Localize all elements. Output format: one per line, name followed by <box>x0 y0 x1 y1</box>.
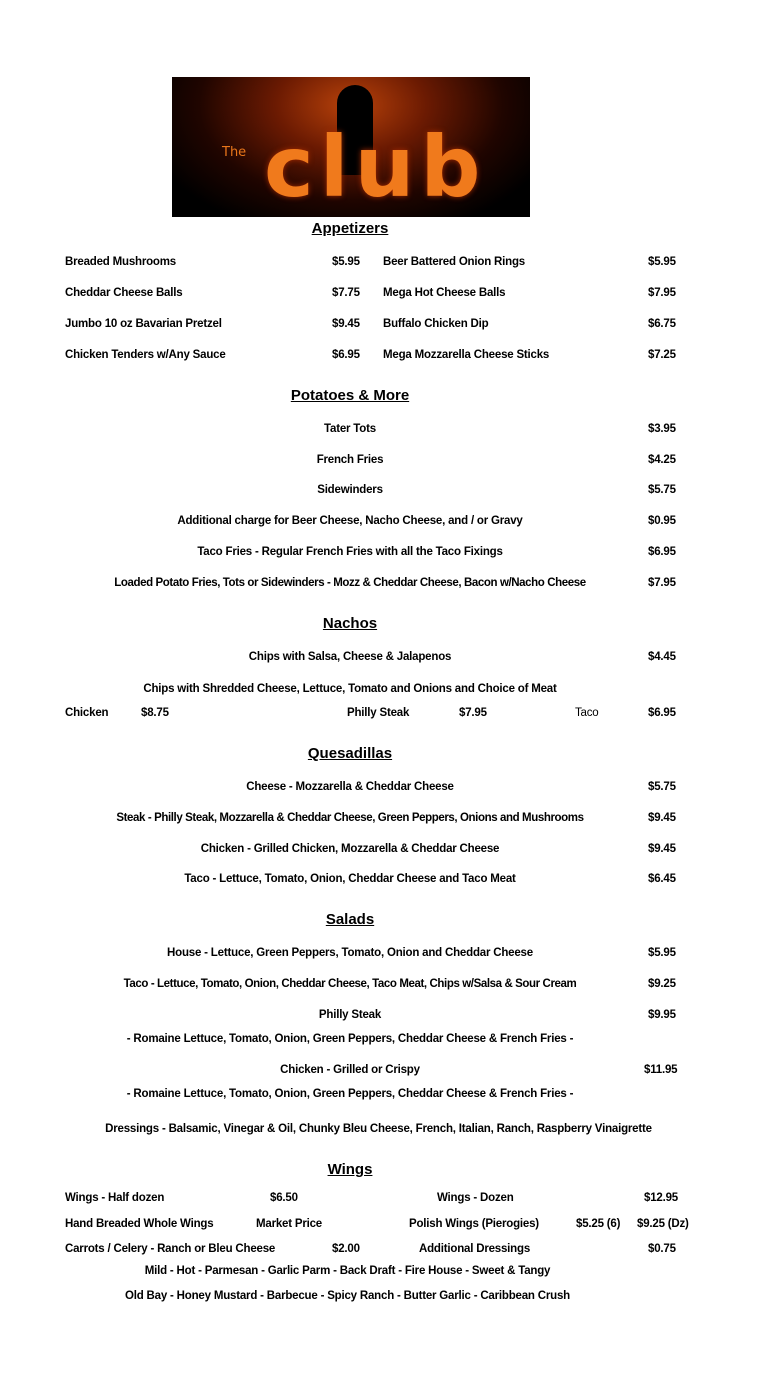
item-price: $9.45 <box>332 318 360 330</box>
item-price: $3.95 <box>648 423 676 435</box>
wing-sauces-2: Old Bay - Honey Mustard - Barbecue - Spicy Ranch - Butter Garlic - Caribbean Crush <box>125 1290 570 1302</box>
item-price: $5.75 <box>648 781 676 793</box>
item-name: Wings - Half dozen <box>65 1192 165 1204</box>
item-name: Taco <box>575 707 599 719</box>
item-name: Buffalo Chicken Dip <box>383 318 489 330</box>
item-name: Chicken - Grilled Chicken, Mozzarella & Cheddar Cheese <box>200 843 500 855</box>
heading-appetizers: Appetizers <box>311 220 389 237</box>
item-price: $2.00 <box>332 1243 360 1255</box>
item-price: $9.95 <box>648 1009 676 1021</box>
item-price: $0.75 <box>648 1243 676 1255</box>
logo-club: club <box>264 118 487 216</box>
item-name: House - Lettuce, Green Peppers, Tomato, Onion and Cheddar Cheese <box>167 947 533 959</box>
salad-dressings: Dressings - Balsamic, Vinegar & Oil, Chunky Bleu Cheese, French, Italian, Ranch, Raspberry Vinaigrette <box>105 1123 652 1135</box>
item-price: $9.45 <box>648 812 676 824</box>
item-price: $8.75 <box>141 707 169 719</box>
nachos-meat-line: Chips with Shredded Cheese, Lettuce, Tomato and Onions and Choice of Meat <box>143 683 557 695</box>
item-name: Taco - Lettuce, Tomato, Onion, Cheddar Cheese and Taco Meat <box>184 873 516 885</box>
heading-quesadillas: Quesadillas <box>307 745 393 762</box>
item-name: Cheese - Mozzarella & Cheddar Cheese <box>246 781 454 793</box>
heading-potatoes: Potatoes & More <box>290 387 410 404</box>
item-name: Wings - Dozen <box>437 1192 514 1204</box>
logo-the: The <box>222 145 247 160</box>
item-name: Jumbo 10 oz Bavarian Pretzel <box>65 318 222 330</box>
item-name: Chicken Tenders w/Any Sauce <box>65 349 226 361</box>
heading-nachos: Nachos <box>322 615 378 632</box>
item-price: $9.45 <box>648 843 676 855</box>
heading-wings: Wings <box>327 1161 373 1178</box>
item-price: Market Price <box>256 1218 322 1230</box>
item-price: $12.95 <box>644 1192 678 1204</box>
item-price: $9.25 (Dz) <box>637 1218 689 1230</box>
item-name: Beer Battered Onion Rings <box>383 256 525 268</box>
item-name: Chicken - Grilled or Crispy <box>280 1064 420 1076</box>
item-price: $5.95 <box>648 256 676 268</box>
item-desc: - Romaine Lettuce, Tomato, Onion, Green Peppers, Cheddar Cheese & French Fries - <box>126 1033 574 1045</box>
item-name: Philly Steak <box>347 707 410 719</box>
item-price: $6.75 <box>648 318 676 330</box>
item-name: Additional Dressings <box>419 1243 531 1255</box>
wing-sauces-1: Mild - Hot - Parmesan - Garlic Parm - Back Draft - Fire House - Sweet & Tangy <box>144 1265 551 1277</box>
item-name: Additional charge for Beer Cheese, Nacho Cheese, and / or Gravy <box>177 515 523 527</box>
item-price: $4.25 <box>648 454 676 466</box>
item-price: $9.25 <box>648 978 676 990</box>
item-name: Sidewinders <box>317 484 383 496</box>
item-desc: - Romaine Lettuce, Tomato, Onion, Green Peppers, Cheddar Cheese & French Fries - <box>126 1088 574 1100</box>
item-price: $11.95 <box>644 1064 678 1076</box>
item-name: Taco Fries - Regular French Fries with all the Taco Fixings <box>197 546 503 558</box>
item-name: Tater Tots <box>324 423 376 435</box>
item-price: $7.25 <box>648 349 676 361</box>
item-name: Hand Breaded Whole Wings <box>65 1218 214 1230</box>
heading-salads: Salads <box>325 911 375 928</box>
item-name: Philly Steak <box>318 1009 382 1021</box>
item-name: Polish Wings (Pierogies) <box>409 1218 539 1230</box>
item-price: $5.25 (6) <box>576 1218 621 1230</box>
item-price: $4.45 <box>648 651 676 663</box>
item-price: $6.50 <box>270 1192 298 1204</box>
item-price: $6.95 <box>648 546 676 558</box>
item-name: Chicken <box>65 707 109 719</box>
item-name: Loaded Potato Fries, Tots or Sidewinders - Mozz & Cheddar Cheese, Bacon w/Nacho Cheese <box>114 577 586 589</box>
item-name: French Fries <box>316 454 384 466</box>
item-name: Taco - Lettuce, Tomato, Onion, Cheddar Cheese, Taco Meat, Chips w/Salsa & Sour Cream <box>123 978 577 990</box>
item-name: Mega Hot Cheese Balls <box>383 287 506 299</box>
item-price: $6.95 <box>648 707 676 719</box>
item-name: Mega Mozzarella Cheese Sticks <box>383 349 550 361</box>
item-name: Carrots / Celery - Ranch or Bleu Cheese <box>65 1243 276 1255</box>
item-price: $7.95 <box>648 287 676 299</box>
item-price: $5.95 <box>332 256 360 268</box>
item-name: Breaded Mushrooms <box>65 256 176 268</box>
item-price: $7.95 <box>648 577 676 589</box>
item-price: $7.95 <box>459 707 487 719</box>
item-name: Steak - Philly Steak, Mozzarella & Cheddar Cheese, Green Peppers, Onions and Mushrooms <box>116 812 584 824</box>
item-price: $6.95 <box>332 349 360 361</box>
item-price: $5.75 <box>648 484 676 496</box>
item-price: $5.95 <box>648 947 676 959</box>
item-price: $6.45 <box>648 873 676 885</box>
item-price: $0.95 <box>648 515 676 527</box>
item-name: Cheddar Cheese Balls <box>65 287 183 299</box>
club-logo <box>172 77 530 217</box>
item-name: Chips with Salsa, Cheese & Jalapenos <box>248 651 452 663</box>
item-price: $7.75 <box>332 287 360 299</box>
